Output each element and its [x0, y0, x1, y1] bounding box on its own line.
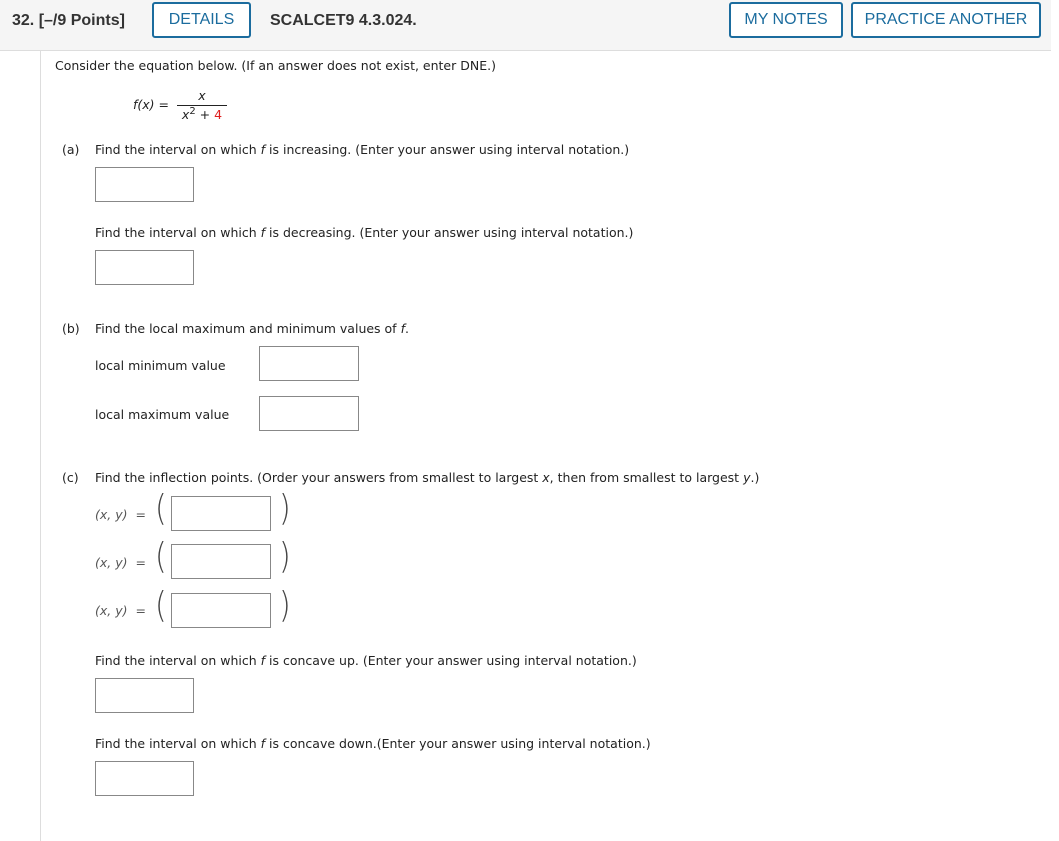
open-paren: ( — [155, 487, 167, 530]
concave-up-question: Find the interval on which f is concave up. (Enter your answer using interval notation.) — [95, 653, 637, 668]
close-paren: ) — [279, 487, 291, 530]
details-button[interactable]: DETAILS — [152, 2, 251, 38]
divider — [40, 51, 41, 841]
concave-down-input[interactable] — [95, 761, 194, 796]
part-b-question: Find the local maximum and minimum values of f. — [95, 321, 409, 336]
question-code: SCALCET9 4.3.024. — [270, 12, 417, 29]
point-label: (x, y) — [95, 603, 128, 618]
den-const: 4 — [214, 107, 223, 123]
local-max-label: local maximum value — [95, 407, 230, 422]
local-min-label: local minimum value — [95, 358, 226, 373]
part-c-question: Find the inflection points. (Order your answers from smallest to largest x, then from smallest to largest y.) — [95, 470, 760, 485]
part-b-label: (b) — [62, 321, 80, 336]
my-notes-button[interactable]: MY NOTES — [729, 2, 843, 38]
inflection-point-2-input[interactable] — [171, 544, 271, 579]
question-number: 32. [–/9 Points] — [12, 12, 125, 29]
eq-sign: = — [135, 507, 146, 522]
den-plus: + — [195, 107, 215, 123]
den-base: x — [181, 107, 190, 123]
part-a-question-increasing: Find the interval on which f is increasing. (Enter your answer using interval notation.) — [95, 142, 630, 157]
eq-sign: = — [135, 555, 146, 570]
inflection-point-1-input[interactable] — [171, 496, 271, 531]
decreasing-interval-input[interactable] — [95, 250, 194, 285]
practice-another-button[interactable]: PRACTICE ANOTHER — [851, 2, 1041, 38]
point-label: (x, y) — [95, 507, 128, 522]
increasing-interval-input[interactable] — [95, 167, 194, 202]
open-paren: ( — [155, 535, 167, 578]
eq-lhs: f(x) — [133, 97, 155, 112]
close-paren: ) — [279, 535, 291, 578]
concave-down-question: Find the interval on which f is concave down.(Enter your answer using interval notation.) — [95, 736, 651, 751]
part-a-question-decreasing: Find the interval on which f is decreasing. (Enter your answer using interval notation.) — [95, 225, 634, 240]
part-c-label: (c) — [62, 470, 79, 485]
point-label: (x, y) — [95, 555, 128, 570]
den-exp: 2 — [189, 106, 196, 117]
eq-sign: = — [158, 97, 170, 112]
close-paren: ) — [279, 584, 291, 627]
intro-text: Consider the equation below. (If an answer does not exist, enter DNE.) — [55, 58, 496, 73]
numerator: x — [198, 88, 206, 103]
local-min-input[interactable] — [259, 346, 359, 381]
question-header — [0, 0, 1051, 51]
local-max-input[interactable] — [259, 396, 359, 431]
concave-up-input[interactable] — [95, 678, 194, 713]
part-a-label: (a) — [62, 142, 80, 157]
inflection-point-3-input[interactable] — [171, 593, 271, 628]
eq-sign: = — [135, 603, 146, 618]
open-paren: ( — [155, 584, 167, 627]
